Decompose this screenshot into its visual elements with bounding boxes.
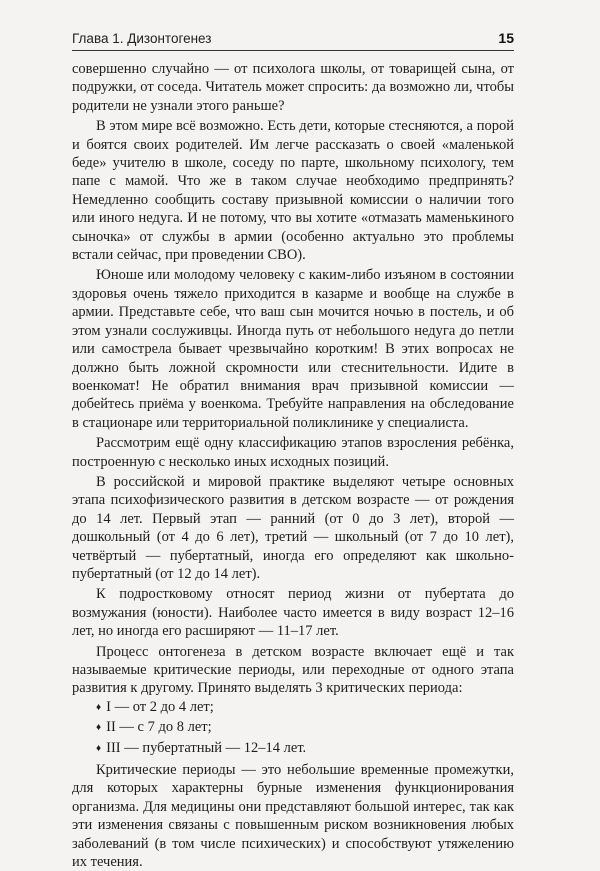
- header-divider: [72, 50, 514, 51]
- paragraph: К подростковому относят период жизни от пубертата до возмужания (юности). Наиболее часто имеется в виду возраст 12–16 лет, но иногда его расширяют — 11–17 лет.: [72, 586, 514, 640]
- list-item: ♦ III — пубертатный — 12–14 лет.: [96, 739, 514, 759]
- paragraph: Процесс онтогенеза в детском возрасте включает ещё и так называемые критические периоды, или переходные от одного этапа развития к другому. Принято выделять 3 критических периода:: [72, 643, 514, 697]
- paragraph: В этом мире всё возможно. Есть дети, которые стесняются, а порой и боятся своих родителей. Им легче рассказать о своей «маленькой беде» учителю в школе, соседу по парте, школьному психологу, тем папе с мамой. Что же в таком случае необходимо предпринять? Немедленно сообщить составу призывной комиссии о наличии того или иного недуга. И не потому, что вы хотите «отмазать маменькиного сыночка» от службы в армии (особенно актуально это проблемы встали сейчас, при проведении СВО).: [72, 118, 514, 264]
- page-number: 15: [498, 30, 514, 46]
- running-header: [72, 30, 514, 46]
- chapter-title: Глава 1. Дизонтогенез: [72, 31, 212, 46]
- paragraph: совершенно случайно — от психолога школы, от товарищей сына, от подружки, от соседа. Читатель может спросить: да возможно ли, чтобы родители не узнали этого раньше?: [72, 61, 514, 114]
- list-item: ♦ II — с 7 до 8 лет;: [96, 718, 514, 738]
- list-item: ♦ I — от 2 до 4 лет;: [96, 698, 514, 718]
- paragraph: Критические периоды — это небольшие временные промежутки, для которых характерны бурные изменения функционирования организма. Для медицины они представляют большой интерес, так как эти изменения связаны с повышенным риском возникновения любых заболеваний (в том числе психических) и способствуют утяжелению их течения.: [72, 762, 514, 871]
- paragraph: Юноше или молодому человеку с каким-либо изъяном в состоянии здоровья очень тяжело приходится в казарме и вообще на службе в армии. Представьте себе, что ваш сын мочится ночью в постель, и об этом узнали сослуживцы. Иногда путь от небольшого недуга до петли или самострела бывает чрезвычайно коротким! В этих вопросах не должно быть ложной скромности или стеснительности. Идите в военкомат! Не обратил внимания врач призывной комиссии — добейтесь приёма у военкома. Требуйте направления на обследование в стационаре или территориальной поликлинике у специалиста.: [72, 267, 514, 431]
- paragraph: В российской и мировой практике выделяют четыре основных этапа психофизического развития в детском возрасте — от рождения до 14 лет. Первый этап — ранний (от 0 до 3 лет), второй — дошкольный (от 4 до 6 лет), третий — школьный (от 7 до 10 лет), четвёртый — пубертатный, иногда его определяют как школьно-пубертатный (от 12 до 14 лет).: [72, 473, 514, 582]
- paragraph: Рассмотрим ещё одну классификацию этапов взросления ребёнка, построенную с несколько иных исходных позиций.: [72, 435, 514, 470]
- page-body: [72, 60, 514, 871]
